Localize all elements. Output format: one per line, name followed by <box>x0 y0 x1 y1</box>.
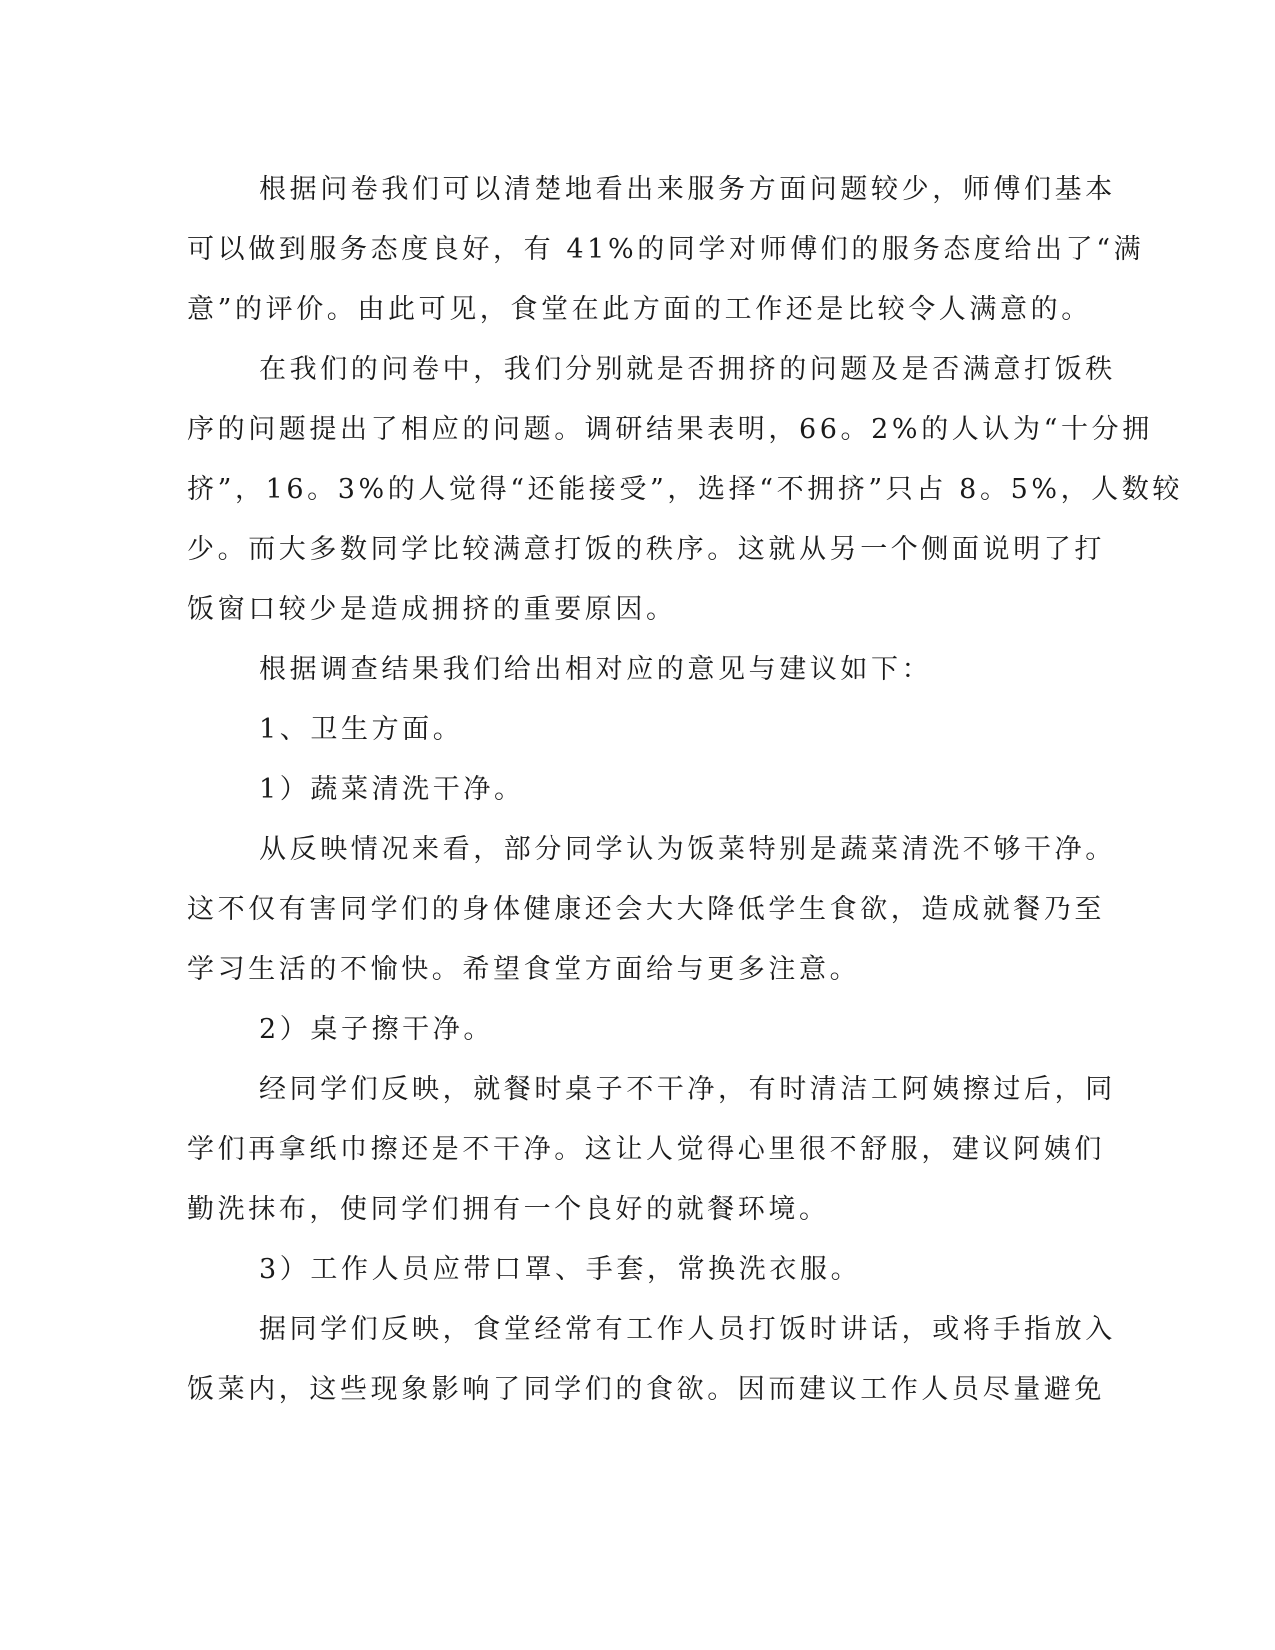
text-line-2: 可以做到服务态度良好，有 41%的同学对师傅们的服务态度给出了“满 <box>187 234 1145 265</box>
section-heading-hygiene: 1、卫生方面。 <box>259 714 464 745</box>
subheading-vegetables: 1）蔬菜清洗干净。 <box>259 774 525 805</box>
text-line-5: 序的问题提出了相应的问题。调研结果表明，66。2%的人认为“十分拥 <box>187 414 1153 445</box>
text-line-17: 学们再拿纸巾擦还是不干净。这让人觉得心里很不舒服，建议阿姨们 <box>187 1134 1105 1165</box>
document-body <box>187 160 1183 1420</box>
text-line-12: 从反映情况来看，部分同学认为饭菜特别是蔬菜清洗不够干净。 <box>259 834 1116 865</box>
subheading-staff: 3）工作人员应带口罩、手套，常换洗衣服。 <box>259 1254 862 1285</box>
text-line-14: 学习生活的不愉快。希望食堂方面给与更多注意。 <box>187 954 861 985</box>
text-line-21: 饭菜内，这些现象影响了同学们的食欲。因而建议工作人员尽量避免 <box>187 1374 1105 1405</box>
text-line-13: 这不仅有害同学们的身体健康还会大大降低学生食欲，造成就餐乃至 <box>187 894 1105 925</box>
text-line-8: 饭窗口较少是造成拥挤的重要原因。 <box>187 594 677 625</box>
text-line-7: 少。而大多数同学比较满意打饭的秩序。这就从另一个侧面说明了打 <box>187 534 1105 565</box>
text-line-20: 据同学们反映，食堂经常有工作人员打饭时讲话，或将手指放入 <box>259 1314 1116 1345</box>
subheading-tables: 2）桌子擦干净。 <box>259 1014 494 1045</box>
text-line-6: 挤”，16。3%的人觉得“还能接受”，选择“不拥挤”只占 8。5%，人数较 <box>187 474 1183 505</box>
text-line-3: 意”的评价。由此可见，食堂在此方面的工作还是比较令人满意的。 <box>187 294 1092 325</box>
text-line-9: 根据调查结果我们给出相对应的意见与建议如下： <box>259 654 933 685</box>
text-line-4: 在我们的问卷中，我们分别就是否拥挤的问题及是否满意打饭秩 <box>259 354 1116 385</box>
text-line-18: 勤洗抹布，使同学们拥有一个良好的就餐环境。 <box>187 1194 830 1225</box>
text-line-1: 根据问卷我们可以清楚地看出来服务方面问题较少，师傅们基本 <box>259 174 1116 205</box>
text-line-16: 经同学们反映，就餐时桌子不干净，有时清洁工阿姨擦过后，同 <box>259 1074 1116 1105</box>
